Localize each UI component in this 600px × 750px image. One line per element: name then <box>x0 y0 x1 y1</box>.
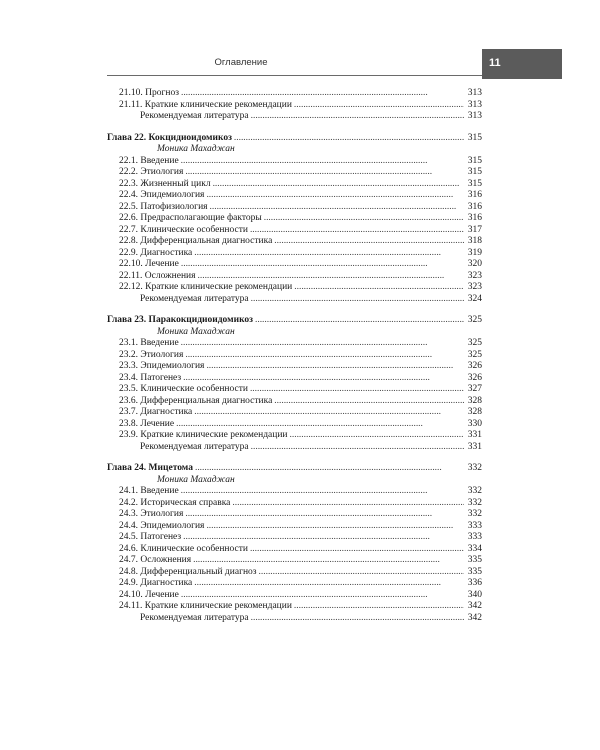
entry-text: Лечение <box>145 589 179 600</box>
entry-text: Краткие клинические рекомендации <box>144 99 292 110</box>
chapter-author: Моника Махаджан <box>157 326 235 337</box>
entry-number: 23.3. <box>119 361 138 371</box>
entry-title <box>119 419 174 431</box>
toc-entry[interactable] <box>107 271 482 283</box>
entry-text: Патогенез <box>140 372 182 383</box>
entry-title <box>119 396 272 408</box>
entry-page-number: 334 <box>467 543 482 554</box>
leader-dots <box>274 396 464 408</box>
entry-title <box>119 190 204 202</box>
chapter-title <box>107 315 253 327</box>
entry-page-number: 316 <box>467 213 482 223</box>
toc-entry[interactable] <box>107 430 482 442</box>
leader-dots <box>294 100 464 112</box>
entry-page-number: 326 <box>467 372 482 383</box>
leader-dots <box>183 373 464 385</box>
entry-page-number: 331 <box>467 441 482 452</box>
entry-number: 22.3. <box>119 178 138 189</box>
leader-dots <box>250 384 464 396</box>
entry-text: Этиология <box>140 349 184 360</box>
entry-page-number: 325 <box>467 338 482 348</box>
page-number-tab <box>482 49 562 79</box>
entry-title <box>119 578 192 590</box>
leader-dots <box>234 133 464 145</box>
entry-page-number: 323 <box>467 270 482 281</box>
entry-page-number: 332 <box>467 486 482 496</box>
entry-text: Осложнения <box>144 270 196 281</box>
entry-number: 24.6. <box>119 543 138 554</box>
leader-dots <box>251 613 464 625</box>
entry-text: Историческая справка <box>140 497 231 508</box>
leader-dots <box>183 532 464 544</box>
leader-dots <box>213 179 464 191</box>
toc-chapter-heading[interactable] <box>107 315 482 327</box>
entry-page-number: 313 <box>467 88 482 98</box>
entry-number: 22.2. <box>119 167 138 177</box>
entry-number: 24.10. <box>119 589 143 600</box>
entry-title <box>119 202 208 214</box>
entry-page-number: 313 <box>467 99 482 110</box>
toc-chapter-heading[interactable] <box>107 133 482 145</box>
entry-page-number: 331 <box>467 430 482 440</box>
entry-text: Лечение <box>145 259 179 269</box>
entry-number: 24.7. <box>119 555 138 565</box>
entry-title <box>119 430 288 442</box>
entry-page-number: 316 <box>467 190 482 200</box>
entry-page-number: 320 <box>467 259 482 269</box>
toc-entry[interactable] <box>107 384 482 396</box>
entry-page-number: 332 <box>467 509 482 519</box>
leader-dots <box>181 338 464 350</box>
toc-entry[interactable] <box>107 590 482 602</box>
entry-number: 22.7. <box>119 224 138 235</box>
entry-page-number: 326 <box>467 361 482 371</box>
entry-title <box>119 156 179 168</box>
entry-title <box>119 361 204 373</box>
entry-text: Этиология <box>140 509 184 519</box>
toc-entry[interactable] <box>107 407 482 419</box>
table-of-contents <box>107 88 482 624</box>
entry-number: 22.12. <box>119 282 143 292</box>
entry-text: Краткие клинические рекомендации <box>145 282 293 292</box>
toc-entry[interactable] <box>107 179 482 191</box>
entry-page-number: 325 <box>467 349 482 360</box>
leader-dots <box>176 419 464 431</box>
entry-text: Прогноз <box>145 88 179 98</box>
leader-dots <box>206 190 464 202</box>
leader-dots <box>251 442 464 454</box>
entry-page-number: 315 <box>467 155 482 166</box>
entry-number: 22.6. <box>119 213 138 223</box>
entry-number: 23.9. <box>119 430 138 440</box>
entry-page-number: 340 <box>467 589 482 600</box>
leader-dots <box>290 430 464 442</box>
toc-entry[interactable] <box>107 225 482 237</box>
entry-title <box>119 498 230 510</box>
leader-dots <box>185 509 464 521</box>
page-number: 11 <box>489 57 501 69</box>
entry-text: Рекомендуемая литература <box>140 441 249 452</box>
entry-text: Глава 23. Паракокцидиоидомикоз <box>107 315 253 325</box>
toc-entry[interactable] <box>107 236 482 248</box>
entry-number: 24.8. <box>119 566 138 577</box>
entry-page-number: 332 <box>467 497 482 508</box>
entry-text: Введение <box>140 486 179 496</box>
toc-entry[interactable] <box>107 544 482 556</box>
running-header-title: Оглавление <box>214 57 268 68</box>
entry-title <box>119 282 292 294</box>
entry-title <box>119 555 191 567</box>
entry-page-number: 336 <box>467 578 482 588</box>
entry-number: 23.6. <box>119 395 138 406</box>
leader-dots <box>251 294 464 306</box>
entry-page-number: 315 <box>467 132 482 143</box>
entry-text: Этиология <box>140 167 184 177</box>
entry-title <box>119 271 196 283</box>
entry-title <box>119 567 257 579</box>
entry-title <box>119 590 179 602</box>
entry-text: Лечение <box>140 418 175 429</box>
toc-entry[interactable] <box>107 613 482 625</box>
entry-text: Клинические особенности <box>140 543 248 554</box>
entry-number: 21.11. <box>119 99 143 110</box>
leader-dots <box>194 248 464 260</box>
entry-title <box>140 442 249 454</box>
leader-dots <box>294 282 464 294</box>
entry-page-number: 332 <box>467 463 482 473</box>
entry-number: 24.5. <box>119 532 138 542</box>
entry-title <box>119 236 272 248</box>
entry-text: Патогенез <box>140 532 182 542</box>
entry-page-number: 330 <box>467 418 482 429</box>
entry-text: Клинические особенности <box>140 224 248 235</box>
entry-title <box>119 167 183 179</box>
leader-dots <box>259 567 464 579</box>
entry-title <box>119 338 179 350</box>
leader-dots <box>193 555 464 567</box>
entry-text: Жизненный цикл <box>140 178 211 189</box>
entry-title <box>119 544 248 556</box>
entry-title <box>119 373 181 385</box>
entry-number: 24.2. <box>119 497 138 508</box>
entry-title <box>119 248 192 260</box>
toc-entry[interactable] <box>107 601 482 613</box>
entry-page-number: 342 <box>467 612 482 623</box>
entry-page-number: 328 <box>467 395 482 406</box>
toc-chapter-heading[interactable] <box>107 463 482 475</box>
entry-text: Рекомендуемая литература <box>140 612 249 623</box>
leader-dots <box>264 213 464 225</box>
toc-entry[interactable] <box>107 248 482 260</box>
leader-dots <box>194 578 464 590</box>
entry-number: 23.8. <box>119 418 138 429</box>
leader-dots <box>181 259 464 271</box>
entry-page-number: 319 <box>467 247 482 258</box>
toc-entry[interactable] <box>107 338 482 350</box>
toc-entry[interactable] <box>107 555 482 567</box>
entry-title <box>119 259 179 271</box>
entry-text: Рекомендуемая литература <box>140 111 249 121</box>
leader-dots <box>274 236 464 248</box>
entry-title <box>140 613 249 625</box>
entry-page-number: 317 <box>467 224 482 235</box>
toc-entry[interactable] <box>107 156 482 168</box>
toc-entry[interactable] <box>107 509 482 521</box>
leader-dots <box>198 271 464 283</box>
entry-number: 23.2. <box>119 349 138 360</box>
toc-entry[interactable] <box>107 419 482 431</box>
entry-page-number: 324 <box>467 293 482 304</box>
entry-page-number: 335 <box>467 566 482 577</box>
leader-dots <box>185 350 464 362</box>
entry-title <box>119 509 183 521</box>
entry-page-number: 333 <box>467 520 482 531</box>
entry-text: Глава 22. Кокцидиоидомикоз <box>107 132 232 143</box>
entry-page-number: 318 <box>467 236 482 246</box>
entry-page-number: 323 <box>467 282 482 292</box>
leader-dots <box>181 590 464 602</box>
entry-number: 23.1. <box>119 338 138 348</box>
entry-text: Осложнения <box>140 555 192 565</box>
entry-number: 22.5. <box>119 201 138 212</box>
leader-dots <box>251 111 464 123</box>
entry-text: Эпидемиология <box>140 361 205 371</box>
entry-text: Патофизиология <box>140 201 208 212</box>
entry-number: 24.4. <box>119 520 138 531</box>
entry-number: 23.7. <box>119 407 138 417</box>
toc-entry[interactable] <box>107 350 482 362</box>
entry-number: 21.10. <box>119 88 143 98</box>
toc-entry[interactable] <box>107 111 482 123</box>
toc-entry[interactable] <box>107 532 482 544</box>
entry-title <box>140 111 249 123</box>
leader-dots <box>181 156 464 168</box>
entry-title <box>119 88 179 100</box>
entry-title <box>140 294 249 306</box>
entry-page-number: 315 <box>467 178 482 189</box>
toc-entry[interactable] <box>107 282 482 294</box>
entry-text: Предрасполагающие факторы <box>140 213 262 223</box>
entry-page-number: 342 <box>467 601 482 611</box>
chapter-author: Моника Махаджан <box>157 474 235 485</box>
entry-title <box>119 486 179 498</box>
toc-entry[interactable] <box>107 361 482 373</box>
entry-number: 24.9. <box>119 578 138 588</box>
toc-entry[interactable] <box>107 521 482 533</box>
chapter-title <box>107 133 232 145</box>
entry-page-number: 335 <box>467 555 482 565</box>
entry-page-number: 333 <box>467 532 482 542</box>
leader-dots <box>206 521 464 533</box>
entry-text: Краткие клинические рекомендации <box>144 601 292 611</box>
leader-dots <box>185 167 464 179</box>
entry-text: Диагностика <box>140 407 193 417</box>
entry-page-number: 328 <box>467 407 482 417</box>
entry-title <box>119 407 192 419</box>
leader-dots <box>206 361 464 373</box>
header-rule <box>107 75 482 76</box>
entry-text: Глава 24. Мицетома <box>107 463 193 473</box>
entry-text: Введение <box>140 338 179 348</box>
toc-entry[interactable] <box>107 294 482 306</box>
entry-text: Дифференциальная диагностика <box>140 236 273 246</box>
toc-entry[interactable] <box>107 100 482 112</box>
entry-number: 24.11. <box>119 601 143 611</box>
entry-text: Рекомендуемая литература <box>140 293 249 304</box>
entry-text: Клинические особенности <box>140 384 248 394</box>
leader-dots <box>232 498 464 510</box>
toc-entry[interactable] <box>107 213 482 225</box>
toc-entry[interactable] <box>107 498 482 510</box>
leader-dots <box>250 544 464 556</box>
toc-entry[interactable] <box>107 486 482 498</box>
leader-dots <box>181 486 464 498</box>
leader-dots <box>250 225 464 237</box>
leader-dots <box>181 88 464 100</box>
entry-title <box>119 601 292 613</box>
chapter-author: Моника Махаджан <box>157 144 235 154</box>
chapter-title <box>107 463 193 475</box>
toc-entry[interactable] <box>107 578 482 590</box>
toc-entry[interactable] <box>107 442 482 454</box>
entry-number: 22.8. <box>119 236 138 246</box>
entry-title <box>119 179 211 191</box>
entry-title <box>119 213 262 225</box>
toc-entry[interactable] <box>107 567 482 579</box>
entry-text: Эпидемиология <box>140 520 205 531</box>
entry-page-number: 316 <box>467 201 482 212</box>
entry-title <box>119 225 248 237</box>
entry-page-number: 327 <box>467 384 482 394</box>
leader-dots <box>255 315 464 327</box>
toc-entry[interactable] <box>107 373 482 385</box>
entry-text: Диагностика <box>140 578 193 588</box>
entry-number: 22.10. <box>119 259 143 269</box>
leader-dots <box>210 202 464 214</box>
entry-number: 23.4. <box>119 372 138 383</box>
entry-text: Дифференциальная диагностика <box>140 395 273 406</box>
entry-number: 22.1. <box>119 155 138 166</box>
entry-text: Эпидемиология <box>140 190 205 200</box>
entry-page-number: 325 <box>467 315 482 325</box>
entry-number: 24.1. <box>119 486 138 496</box>
entry-text: Краткие клинические рекомендации <box>140 430 288 440</box>
entry-title <box>119 532 181 544</box>
entry-number: 22.9. <box>119 247 138 258</box>
entry-text: Диагностика <box>140 247 193 258</box>
toc-entry[interactable] <box>107 190 482 202</box>
toc-entry[interactable] <box>107 202 482 214</box>
entry-text: Дифференциальный диагноз <box>140 566 257 577</box>
entry-title <box>119 384 248 396</box>
entry-page-number: 313 <box>467 111 482 121</box>
entry-number: 24.3. <box>119 509 138 519</box>
entry-number: 22.4. <box>119 190 138 200</box>
entry-title <box>119 350 183 362</box>
entry-page-number: 315 <box>467 167 482 177</box>
entry-title <box>119 521 204 533</box>
toc-entry[interactable] <box>107 396 482 408</box>
entry-text: Введение <box>140 155 179 166</box>
leader-dots <box>294 601 464 613</box>
toc-entry[interactable] <box>107 167 482 179</box>
leader-dots <box>195 463 464 475</box>
toc-entry[interactable] <box>107 88 482 100</box>
entry-title <box>119 100 292 112</box>
leader-dots <box>194 407 464 419</box>
entry-number: 22.11. <box>119 270 143 281</box>
toc-entry[interactable] <box>107 259 482 271</box>
entry-number: 23.5. <box>119 384 138 394</box>
